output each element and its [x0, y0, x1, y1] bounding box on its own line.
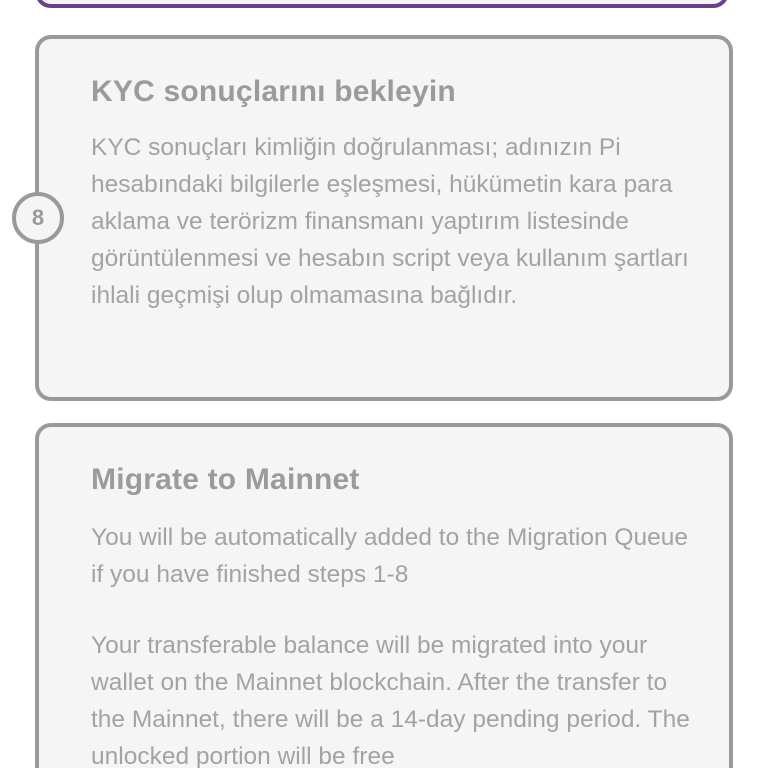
step-description: You will be automatically added to the Migration Queue if you have finished steps 1-8: [91, 524, 688, 588]
step-description: KYC sonuçları kimliğin doğrulanması; adınızın Pi hesabındaki bilgilerle eşleşmesi, hükümetin kara para aklama ve terörizm finansmanı yaptırım listesinde görüntülenmesi ve hesabın script veya kullanım şartları ihlali geçmişi olup olmamasına bağlıdır.: [91, 134, 689, 309]
step-card-kyc-results: [35, 35, 733, 401]
previous-step-card: [35, 0, 729, 8]
step-description-continued: Your transferable balance will be migrated into your wallet on the Mainnet blockchain. After the transfer to the Mainnet, there will be a 14-day pending period. The unlocked portion will be free: [91, 632, 690, 768]
step-title: Migrate to Mainnet: [91, 463, 360, 496]
step-card-migrate-mainnet: [35, 423, 733, 768]
step-number-badge: 8: [12, 192, 64, 244]
step-title: KYC sonuçlarını bekleyin: [91, 75, 456, 108]
